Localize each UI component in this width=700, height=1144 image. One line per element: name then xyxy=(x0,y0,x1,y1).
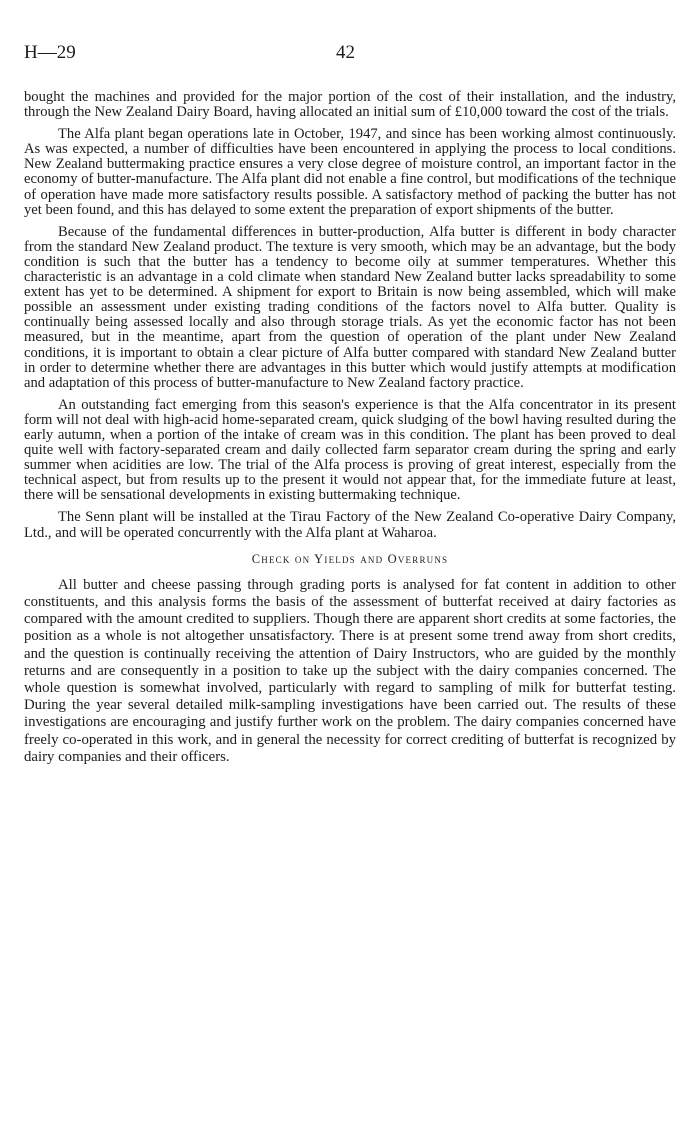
section-heading-text: Check on Yields and Overruns xyxy=(251,551,449,566)
paragraph-yields-overruns: All butter and cheese passing through grading ports is analysed for fat content in addition to other constituents, and this analysis forms the basis of the assessment of butterfat received at dairy factories as compared with the amount credited to suppliers. Though there are apparent short credits at some factories, the position as a whole is not altogether unsatisfactory. There is at present some trend away from short credits, and the question is continually receiving the attention of Dairy Instructors, who are guided by the monthly returns and are consequently in a position to take up the subject with the dairy companies concerned. The whole question is somewhat involved, particularly with regard to sampling of milk for butterfat testing. During the year several detailed milk-sampling investigations have been carried out. The results of these investigations are encouraging and justify further work on the problem. The dairy companies concerned have freely co-operated in this work, and in general the necessity for correct crediting of butterfat is recognized by dairy companies and their officers. xyxy=(24,576,676,765)
paragraph-alfa-butter-character: Because of the fundamental differences in butter-production, Alfa butter is different in body character from the standard New Zealand product. The texture is very smooth, which may be an advantage, but the body condition is such that the butter has a tendency to become oily at summer temperatures. Whether this characteristic is an advantage in a cold climate when standard New Zealand butter lacks spreadability to some extent has yet to be determined. A shipment for export to Britain is now being assembled, which will make possible an assessment under existing trading conditions of the factors novel to Alfa butter. Quality is continually being assessed locally and also through storage trials. As yet the economic factor has not been measured, but in the meantime, apart from the question of operation of the plant under New Zealand conditions, it is important to obtain a clear picture of Alfa butter compared with standard New Zealand butter in order to determine whether there are advantages in this butter which would justify attempts at modification and adaptation of this process of butter-manufacture to New Zealand factory practice. xyxy=(24,223,676,391)
paragraph-alfa-plant-operations: The Alfa plant began operations late in October, 1947, and since has been working almost continuously. As was expected, a number of difficulties have been encountered in applying the process to local conditions. New Zealand buttermaking practice ensures a very close degree of moisture control, an important factor in the economy of butter-manufacture. The Alfa plant did not enable a fine control, but modifications of the technique of operation have made more satisfactory results possible. A satisfactory method of packing the butter has not yet been found, and this has delayed to some extent the preparation of export shipments of the butter. xyxy=(24,126,676,218)
paragraph-continued: bought the machines and provided for the major portion of the cost of their installation, and the industry, through the New Zealand Dairy Board, having allocated an initial sum of £10,000 toward the cost of the trials. xyxy=(24,89,676,121)
paragraph-senn-plant: The Senn plant will be installed at the Tirau Factory of the New Zealand Co-operative Dairy Company, Ltd., and will be operated concurrently with the Alfa plant at Waharoa. xyxy=(24,509,676,541)
report-code: H—29 xyxy=(24,42,76,63)
document-body xyxy=(24,90,676,766)
section-heading xyxy=(24,552,676,567)
page-number: 42 xyxy=(336,42,355,63)
page-header xyxy=(24,42,676,66)
paragraph-alfa-concentrator: An outstanding fact emerging from this season's experience is that the Alfa concentrator in its present form will not deal with high-acid home-separated cream, quick sludging of the bowl having resulted during the early autumn, when a portion of the intake of cream was in this condition. The plant has been proved to deal quite well with factory-separated cream and daily collected farm separator cream during the spring and early summer when acidities are low. The trial of the Alfa process is proving of great interest, especially from the technical aspect, but from results up to the present it would not appear that, for the immediate future at least, there will be sensational developments in existing buttermaking technique. xyxy=(24,396,676,504)
